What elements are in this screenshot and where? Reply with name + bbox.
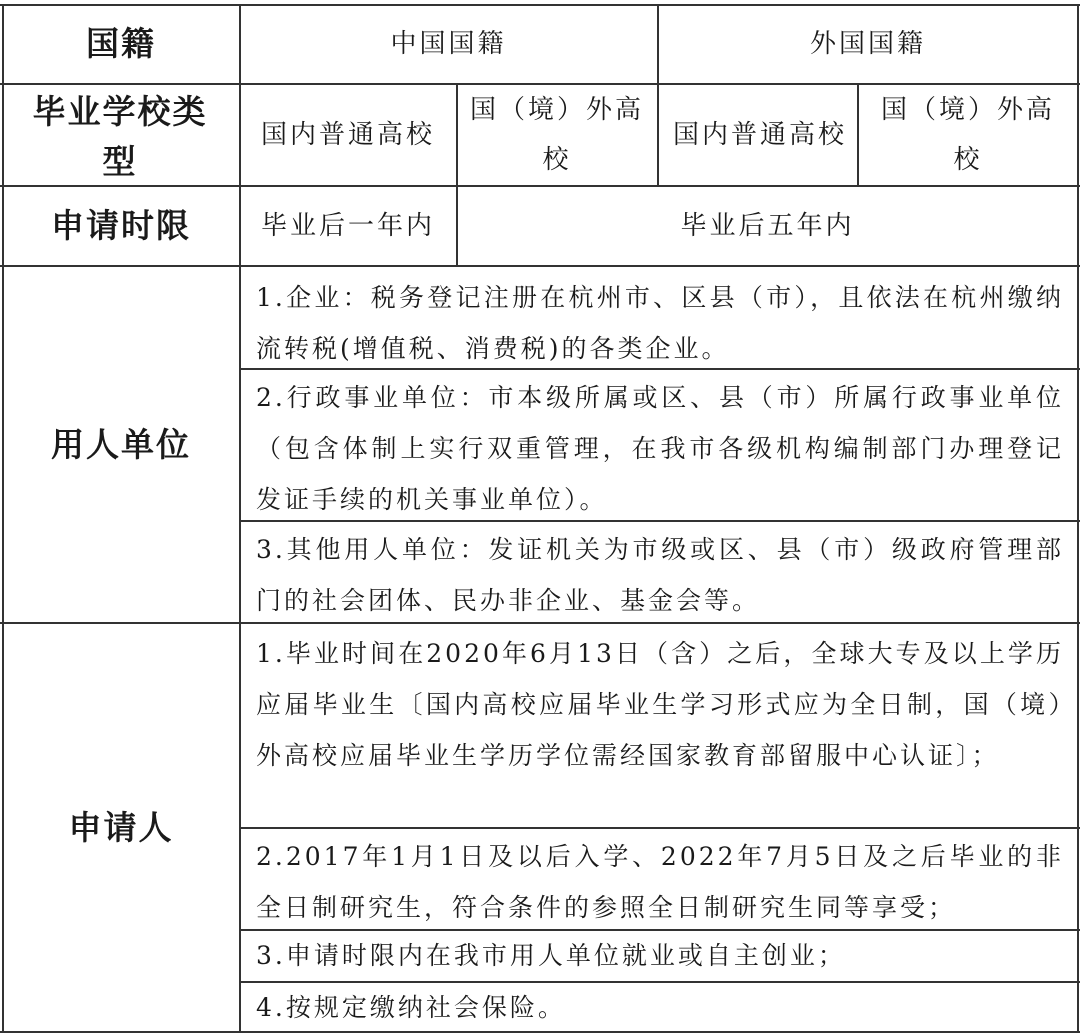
school-type-domestic-foreign: 国内普通高校 (672, 120, 847, 150)
employer-item-3: 3.其他用人单位：发证机关为市级或区、县（市）级政府管理部门的社会团体、民办非企业、基金会等。 (256, 535, 1064, 615)
school-type-label: 毕业学校类型 (32, 92, 208, 181)
chinese-nationality: 中国国籍 (390, 29, 507, 59)
foreign-nationality: 外国国籍 (809, 29, 926, 59)
school-type-overseas-foreign: 国（境）外高校 (880, 95, 1055, 175)
rule-applicant-1 (240, 827, 1080, 829)
nationality-label: 国籍 (86, 24, 156, 63)
school-type-overseas-chinese: 国（境）外高校 (469, 95, 644, 175)
school-type-domestic-chinese: 国内普通高校 (260, 120, 435, 150)
employer-item-2: 2.行政事业单位：市本级所属或区、县（市）所属行政事业单位（包含体制上实行双重管理，在我市各级机构编制部门办理登记发证手续的机关事业单位）。 (256, 383, 1064, 514)
time-limit-five-years: 毕业后五年内 (680, 211, 855, 241)
employer-label: 用人单位 (51, 424, 191, 464)
applicant-item-4: 4.按规定缴纳社会保险。 (256, 993, 566, 1022)
employer-item-1: 1.企业：税务登记注册在杭州市、区县（市），且依法在杭州缴纳流转税(增值税、消费税)的各类企业。 (256, 283, 1064, 363)
applicant-label: 申请人 (68, 807, 174, 847)
applicant-item-3: 3.申请时限内在我市用人单位就业或自主创业； (256, 941, 846, 970)
applicant-item-2: 2.2017年1月1日及以后入学、2022年7月5日及之后毕业的非全日制研究生，符合条件的参照全日制研究生同等享受； (256, 842, 1064, 922)
applicant-item-1: 1.毕业时间在2020年6月13日（含）之后，全球大专及以上学历应届毕业生〔国内高校应届毕业生学习形式应为全日制，国（境）外高校应届毕业生学历学位需经国家教育部留服中心认证〕； (256, 639, 1064, 770)
rule-school-split-3 (857, 83, 859, 185)
time-limit-label: 申请时限 (51, 206, 191, 245)
time-limit-one-year: 毕业后一年内 (260, 211, 435, 241)
